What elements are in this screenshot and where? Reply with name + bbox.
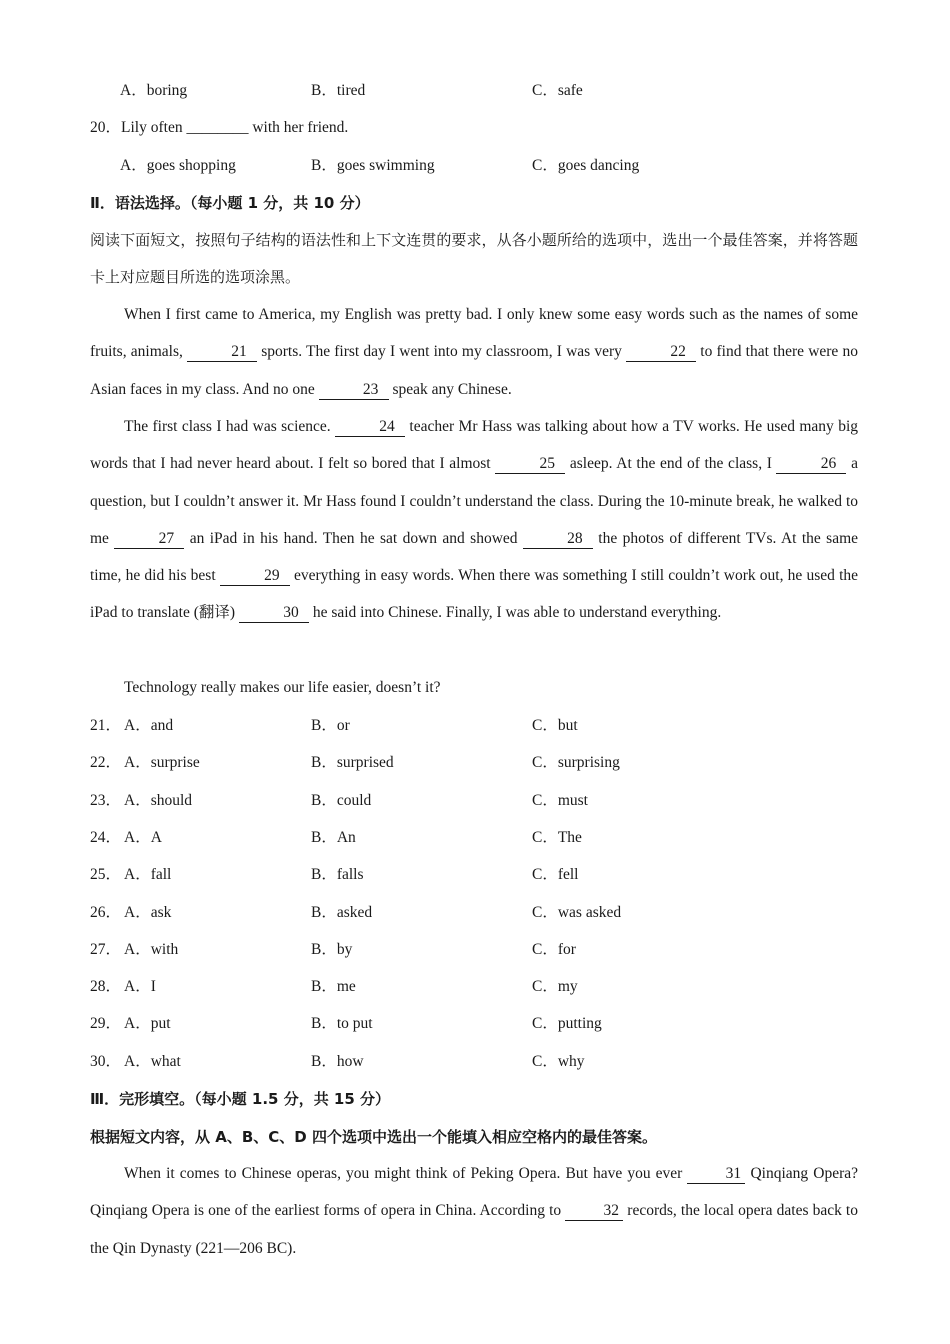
option-a: A．surprise bbox=[124, 754, 200, 772]
question-number: 22． bbox=[90, 754, 122, 772]
question-number: 21． bbox=[90, 717, 122, 734]
question-number: 24． bbox=[90, 828, 122, 846]
option-a: A．and bbox=[124, 717, 174, 734]
option-c: C．The bbox=[532, 828, 582, 846]
text: the photos of different TVs. At the same time, he did his best bbox=[90, 529, 859, 585]
option-a: A．put bbox=[124, 1015, 171, 1033]
blank-24: 24 bbox=[335, 418, 405, 437]
q20-option-a: A．goes shopping bbox=[120, 157, 236, 174]
option-b: B．me bbox=[311, 978, 356, 996]
blank-25: 25 bbox=[495, 455, 565, 474]
text: Qinqiang Opera? Qinqiang Opera is one of the earliest forms of opera in China. According to bbox=[90, 1165, 858, 1220]
blank-31: 31 bbox=[687, 1165, 745, 1184]
option-a: A．fall bbox=[124, 866, 172, 884]
text: sports. The first day I went into my classroom, I was very bbox=[257, 343, 627, 361]
option-b: B．or bbox=[311, 717, 350, 734]
blank-32: 32 bbox=[565, 1202, 623, 1221]
option-b: B．by bbox=[311, 940, 353, 958]
question-number: 27． bbox=[90, 940, 122, 958]
text: everything in easy words. When there was something I still couldn’t work out, he used the iPad to translate (翻译) bbox=[90, 567, 859, 622]
q19-option-b: B．tired bbox=[311, 82, 366, 99]
option-b: B．asked bbox=[311, 903, 373, 921]
q19-option-c: C．safe bbox=[532, 82, 583, 99]
question-number: 29． bbox=[90, 1015, 122, 1033]
question-number: 28． bbox=[90, 978, 122, 996]
question-number: 23． bbox=[90, 791, 122, 809]
option-c: C．why bbox=[532, 1052, 585, 1070]
option-a: A．A bbox=[124, 828, 162, 846]
q20-option-b: B．goes swimming bbox=[311, 157, 435, 174]
blank-22: 22 bbox=[626, 343, 696, 362]
section-3-title: Ⅲ．完形填空。（每小题 1.5 分，共 15 分） bbox=[90, 1090, 391, 1108]
blank-28: 28 bbox=[523, 530, 593, 549]
text: asleep. At the end of the class, I bbox=[565, 455, 777, 473]
text: The first class I had was science. bbox=[124, 418, 336, 435]
option-c: C．putting bbox=[532, 1015, 602, 1033]
q20-stem bbox=[90, 118, 348, 138]
q20-option-c: C．goes dancing bbox=[532, 157, 640, 174]
text: teacher Mr Hass was talking about how a TV works. He used many big words that I had never heard about. I felt so bored that I almost bbox=[90, 418, 858, 473]
blank-23: 23 bbox=[319, 381, 389, 400]
text: records, the local opera dates back to the Qin Dynasty (221—206 BC). bbox=[90, 1202, 858, 1257]
blank-27: 27 bbox=[114, 530, 184, 549]
q20-number: 20． bbox=[90, 119, 122, 136]
option-b: B．to put bbox=[311, 1015, 373, 1033]
passage-2-paragraph-1 bbox=[90, 1155, 858, 1267]
blank-21: 21 bbox=[187, 343, 257, 362]
option-b: B．how bbox=[311, 1052, 364, 1070]
option-a: A．with bbox=[124, 940, 179, 958]
option-a: A．ask bbox=[124, 903, 172, 921]
text: When I first came to America, my English was pretty bad. I only knew some easy words such as the names of some fruits, animals, bbox=[90, 306, 858, 361]
option-c: C．surprising bbox=[532, 754, 620, 772]
option-c: C．my bbox=[532, 978, 578, 996]
question-number: 26． bbox=[90, 903, 122, 921]
option-c: C．but bbox=[532, 717, 578, 734]
q19-option-a: A．boring bbox=[120, 82, 188, 99]
option-c: C．for bbox=[532, 940, 576, 958]
option-b: B．An bbox=[311, 828, 356, 846]
passage-1-paragraph-1 bbox=[90, 296, 858, 408]
q20-text: Lily often ________ with her friend. bbox=[121, 119, 349, 136]
text: When it comes to Chinese operas, you might think of Peking Opera. But have you ever bbox=[124, 1165, 688, 1182]
section-2-title: Ⅱ．语法选择。（每小题 1 分，共 10 分） bbox=[90, 194, 370, 212]
text: to find that there were no Asian faces in my class. And no one bbox=[90, 343, 858, 398]
option-c: C．must bbox=[532, 791, 588, 809]
question-number: 30． bbox=[90, 1052, 122, 1070]
passage-1-paragraph-3: Technology really makes our life easier, doesn’t it? bbox=[124, 679, 441, 696]
section-2-instruction: 阅读下面短文，按照句子结构的语法性和上下文连贯的要求，从各小题所给的选项中，选出一个最佳答案，并将答题卡上对应题目所选的选项涂黑。 bbox=[90, 231, 858, 287]
text: an iPad in his hand. Then he sat down and showed bbox=[184, 529, 523, 547]
option-b: B．surprised bbox=[311, 754, 394, 772]
question-number: 25． bbox=[90, 866, 122, 884]
blank-26: 26 bbox=[776, 455, 846, 474]
option-c: C．fell bbox=[532, 866, 579, 884]
option-a: A．I bbox=[124, 978, 156, 996]
option-a: A．what bbox=[124, 1052, 181, 1070]
text: a question, but I couldn’t answer it. Mr Hass found I couldn’t understand the class. During the 10-minute break, he walked to me bbox=[90, 455, 858, 547]
option-c: C．was asked bbox=[532, 903, 622, 921]
text: speak any Chinese. bbox=[388, 380, 512, 398]
option-b: B．falls bbox=[311, 866, 364, 884]
passage-1-paragraph-2 bbox=[90, 408, 858, 632]
blank-29: 29 bbox=[220, 567, 290, 586]
option-a: A．should bbox=[124, 791, 193, 809]
text: he said into Chinese. Finally, I was able to understand everything. bbox=[308, 604, 722, 622]
option-b: B．could bbox=[311, 791, 372, 809]
blank-30: 30 bbox=[239, 604, 309, 623]
section-3-instruction: 根据短文内容，从 A、B、C、D 四个选项中选出一个能填入相应空格内的最佳答案。 bbox=[90, 1128, 657, 1146]
